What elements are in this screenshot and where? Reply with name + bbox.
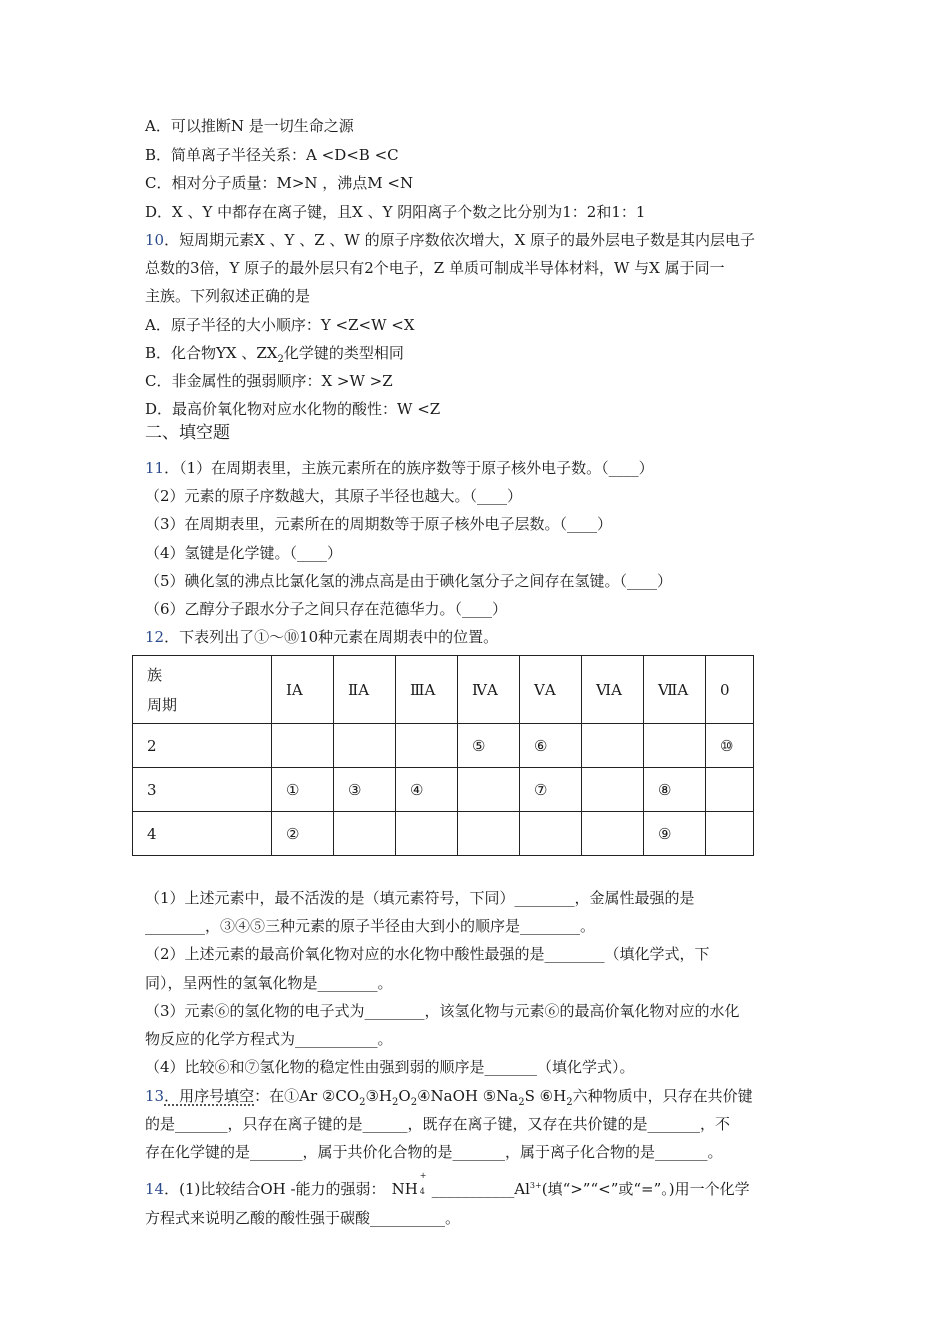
table-cell (582, 812, 644, 856)
q11-item-3: （3）在周期表里，元素所在的周期数等于原子核外电子层数。（____） (145, 515, 613, 533)
table-cell (644, 724, 706, 768)
table-cell (706, 812, 754, 856)
table-cell (334, 724, 396, 768)
group-header: ⅤA (520, 656, 582, 724)
table-row (133, 812, 754, 856)
q13-line-3: 存在化学键的是_______，属于共价化合物的是_______，属于离子化合物的是_______。 (145, 1143, 723, 1161)
table-cell (458, 812, 520, 856)
group-header: ⅡA (334, 656, 396, 724)
q13-line-2: 的是_______，只存在离子键的是______，既存在离子键，又存在共价键的是_______，不 (145, 1115, 731, 1133)
q10-option-d: D．最高价氧化物对应水化物的酸性：W <Z (145, 400, 441, 418)
table-cell: ① (272, 768, 334, 812)
q9-option-d: D．X 、Y 中都存在离子键，且X 、Y 阴阳离子个数之比分别为1：2和1：1 (145, 203, 646, 221)
table-header-row (133, 656, 754, 724)
q10-number: 10 (145, 231, 165, 249)
table-cell (272, 724, 334, 768)
q12-part-3-line-1: （3）元素⑥的氢化物的电子式为________，该氢化物与元素⑥的最高价氧化物对应的水化 (145, 1002, 740, 1020)
table-cell: ④ (396, 768, 458, 812)
corner-period-label: 周期 (147, 695, 178, 714)
table-cell: ⑩ (706, 724, 754, 768)
table-corner-cell (133, 656, 272, 724)
corner-group-label: 族 (147, 665, 163, 684)
q12-part-1-line-1: （1）上述元素中，最不活泼的是（填元素符号，下同）________，金属性最强的是 (145, 889, 695, 907)
table-cell (458, 768, 520, 812)
table-cell: ⑧ (644, 768, 706, 812)
table-cell (396, 724, 458, 768)
q14-line-2: 方程式来说明乙酸的酸性强于碳酸__________。 (145, 1209, 461, 1227)
table-cell: ② (272, 812, 334, 856)
q13-number: 13 (145, 1087, 165, 1105)
ammonium-formula: NH + 4 (391, 1171, 427, 1198)
q10-option-a: A．原子半径的大小顺序：Y <Z<W <X (145, 316, 415, 334)
q10-stem-line-3: 主族。下列叙述正确的是 (145, 287, 311, 305)
q13-emphasis: ．用序号填空 (164, 1087, 255, 1105)
periodic-table (132, 655, 754, 856)
period-label: 2 (133, 724, 272, 768)
table-row (133, 724, 754, 768)
q12-number: 12 (145, 628, 165, 646)
q9-option-b: B．简单离子半径关系：A <D<B <C (145, 146, 399, 164)
q11-item-4: （4）氢键是化学键。（____） (145, 544, 343, 562)
q13-line-1: 13．用序号填空：在①Ar $②CO_2③H_2O_2④NaOH$ $⑤Na_2S$ $⑥H_2$六种物质中，只存在共价键 (145, 1087, 753, 1108)
table-cell: ⑦ (520, 768, 582, 812)
q9-option-a: A．可以推断N 是一切生命之源 (145, 117, 354, 135)
q12-intro: 12．下表列出了①～⑩10种元素在周期表中的位置。 (145, 628, 499, 646)
group-header: ⅥA (582, 656, 644, 724)
q12-part-2-line-2: 同），呈两性的氢氧化物是________。 (145, 974, 393, 992)
group-header: 0 (706, 656, 754, 724)
table-cell: ③ (334, 768, 396, 812)
table-cell (582, 724, 644, 768)
table-cell (582, 768, 644, 812)
q11-item-5: （5）碘化氢的沸点比氯化氢的沸点高是由于碘化氢分子之间存在氢键。（____） (145, 572, 673, 590)
q14-line-1: 14．(1)比较结合OH -能力的强弱： NH + 4 $\_\_\_\_\_\_\_\_\_\_\_Al^{3+}$(填“>”“<”或“=”。)用一个化学 (145, 1171, 750, 1198)
q12-part-2-line-1: （2）上述元素的最高价氧化物对应的水化物中酸性最强的是________（填化学式，下 (145, 945, 710, 963)
q10-option-c: C．非金属性的强弱顺序：X >W >Z (145, 372, 393, 390)
q14-number: 14 (145, 1180, 165, 1198)
table-cell: ⑥ (520, 724, 582, 768)
section-heading-fill-in: 二、填空题 (145, 423, 230, 443)
period-label: 3 (133, 768, 272, 812)
q11-item-1: 11．（1）在周期表里，主族元素所在的族序数等于原子核外电子数。（____） (145, 459, 654, 477)
q9-option-c: C．相对分子质量：M>N ，沸点M <N (145, 174, 414, 192)
q10-stem-line-2: 总数的3倍，Y 原子的最外层只有2个电子，Z 单质可制成半导体材料，W 与X 属于同一 (145, 259, 725, 277)
table-cell: ⑨ (644, 812, 706, 856)
group-header: ⅢA (396, 656, 458, 724)
q11-number: 11 (145, 459, 165, 477)
group-header: ⅣA (458, 656, 520, 724)
q11-item-6: （6）乙醇分子跟水分子之间只存在范德华力。（____） (145, 600, 508, 618)
table-cell: ⑤ (458, 724, 520, 768)
q10-option-b: B．化合物YX 、$ZX_2$化学键的类型相同 (145, 344, 404, 365)
q11-item-2: （2）元素的原子序数越大，其原子半径也越大。（____） (145, 487, 523, 505)
q12-part-4: （4）比较⑥和⑦氢化物的稳定性由强到弱的顺序是_______（填化学式）。 (145, 1058, 635, 1076)
period-label: 4 (133, 812, 272, 856)
group-header: ⅦA (644, 656, 706, 724)
table-row (133, 768, 754, 812)
table-cell (334, 812, 396, 856)
table-cell (706, 768, 754, 812)
table-cell (396, 812, 458, 856)
q10-stem-line-1: 10．短周期元素X 、Y 、Z 、W 的原子序数依次增大，X 原子的最外层电子数是其内层电子 (145, 231, 756, 249)
group-header: ⅠA (272, 656, 334, 724)
q12-part-1-line-2: ________，③④⑤三种元素的原子半径由大到小的顺序是________。 (145, 917, 596, 935)
q12-part-3-line-2: 物反应的化学方程式为___________。 (145, 1030, 393, 1048)
table-cell (520, 812, 582, 856)
